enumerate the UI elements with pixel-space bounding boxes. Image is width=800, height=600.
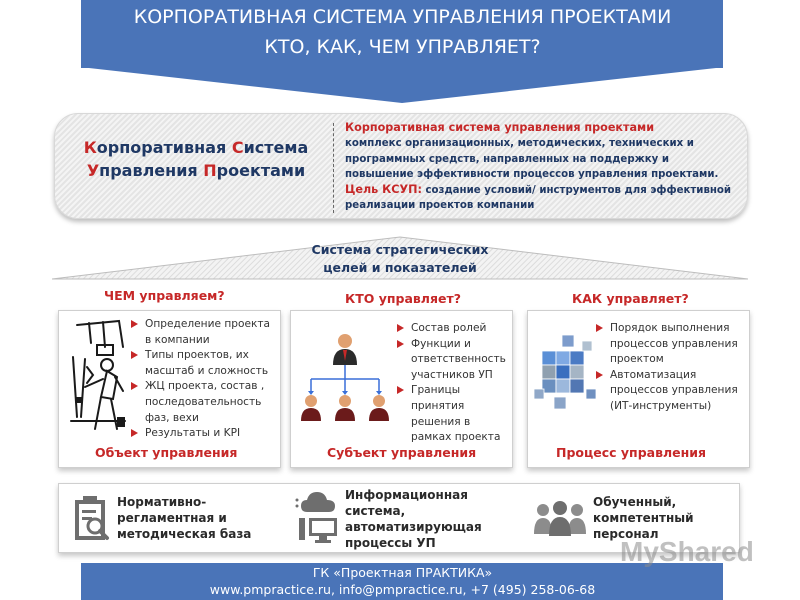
cloud-computer-icon bbox=[293, 490, 339, 546]
list-item bbox=[395, 337, 510, 384]
header-arrow bbox=[80, 67, 725, 103]
list-item bbox=[129, 426, 279, 442]
list-item-text: Автоматизация процессов управления (ИТ-инструменты) bbox=[610, 368, 738, 412]
bullet-arrow-icon bbox=[397, 386, 404, 394]
object-list bbox=[129, 317, 279, 442]
list-item bbox=[594, 321, 748, 368]
list-item-text: Определение проекта в компании bbox=[145, 318, 271, 346]
name-rest-1: орпоративная bbox=[96, 138, 232, 157]
bullet-arrow-icon bbox=[596, 371, 603, 379]
list-item-text: ЖЦ проекта, состав , последовательность фаз, вехи bbox=[145, 380, 265, 424]
list-item bbox=[395, 321, 510, 337]
people-group-icon bbox=[533, 500, 587, 536]
bullet-arrow-icon bbox=[131, 429, 138, 437]
name-rest-2: истема bbox=[243, 138, 309, 157]
bullet-arrow-icon bbox=[131, 382, 138, 390]
roof-line-1: Система стратегических bbox=[311, 242, 489, 257]
name-rest-3: правления bbox=[99, 161, 204, 180]
title-line-2: КТО, КАК, ЧЕМ УПРАВЛЯЕТ? bbox=[264, 36, 541, 58]
name-rest-4: роектами bbox=[216, 161, 306, 180]
bullet-arrow-icon bbox=[596, 324, 603, 332]
goal-text: создание условий/ инструментов для эффективной реализации проектов компании bbox=[345, 185, 732, 212]
roof-line-2: целей и показателей bbox=[323, 260, 477, 275]
goal-label: Цель КСУП: bbox=[345, 183, 422, 197]
question-what: ЧЕМ управляем? bbox=[104, 288, 225, 303]
clipboard-search-icon bbox=[71, 494, 111, 542]
watermark-logo: MyShared bbox=[620, 536, 754, 567]
footer-company: ГК «Проектная ПРАКТИКА» bbox=[312, 565, 493, 580]
question-who: КТО управляет? bbox=[345, 291, 461, 306]
column-process bbox=[527, 310, 750, 468]
system-name bbox=[66, 136, 326, 182]
column-object bbox=[58, 310, 281, 468]
bullet-arrow-icon bbox=[131, 351, 138, 359]
name-cap-1: К bbox=[83, 138, 97, 157]
resource-text-staff: Обученный, компетентный персонал bbox=[593, 495, 694, 541]
list-item-text: Функции и ответственность участников УП bbox=[411, 337, 506, 381]
list-item bbox=[129, 348, 279, 379]
caption-object: Объект управления bbox=[95, 445, 238, 460]
resource-text-infosystem: Информационная система, автоматизирующая процессы УП bbox=[345, 488, 482, 550]
caption-process: Процесс управления bbox=[556, 445, 707, 460]
org-chart-people-icon bbox=[297, 331, 393, 423]
name-cap-2: С bbox=[231, 138, 244, 157]
strategy-roof-label bbox=[300, 241, 500, 277]
bullet-arrow-icon bbox=[397, 324, 404, 332]
list-item-text: Порядок выполнения процессов управления проектом bbox=[610, 322, 738, 366]
list-item bbox=[129, 379, 279, 426]
bullet-arrow-icon bbox=[397, 340, 404, 348]
list-item-text: Результаты и KPI bbox=[145, 427, 241, 440]
definition-divider bbox=[333, 123, 334, 213]
list-item bbox=[594, 368, 748, 415]
list-item-text: Типы проектов, их масштаб и сложность bbox=[145, 349, 269, 377]
definition-text bbox=[345, 120, 740, 214]
definition-description: комплекс организационных, методических, технических и программных средств, направленных на поддержку и повышение эффективности процессов управления проектами. bbox=[345, 138, 719, 180]
caption-subject: Субъект управления bbox=[327, 445, 477, 460]
list-item-text: Границы принятия решения в рамках проекта bbox=[411, 384, 501, 444]
list-item bbox=[395, 383, 510, 445]
resource-text-normative: Нормативно-регламентная и методическая база bbox=[117, 495, 252, 541]
list-item bbox=[129, 317, 279, 348]
bullet-arrow-icon bbox=[131, 320, 138, 328]
process-list bbox=[594, 321, 748, 415]
page-title bbox=[80, 2, 725, 62]
cubes-icon bbox=[532, 329, 600, 419]
question-how: КАК управляет? bbox=[572, 291, 689, 306]
name-cap-3: У bbox=[86, 161, 100, 180]
name-cap-4: П bbox=[203, 161, 217, 180]
title-line-1: КОРПОРАТИВНАЯ СИСТЕМА УПРАВЛЕНИЯ ПРОЕКТАМИ bbox=[133, 6, 672, 28]
list-item-text: Состав ролей bbox=[411, 322, 487, 334]
footer-contacts bbox=[80, 564, 725, 598]
engineer-drawing-icon bbox=[67, 317, 129, 435]
subject-list bbox=[395, 321, 510, 446]
definition-heading: Корпоративная система управления проектами bbox=[345, 121, 655, 134]
column-subject bbox=[290, 310, 513, 468]
footer-links[interactable]: www.pmpractice.ru, info@pmpractice.ru, +7 (495) 258-06-68 bbox=[209, 582, 596, 597]
